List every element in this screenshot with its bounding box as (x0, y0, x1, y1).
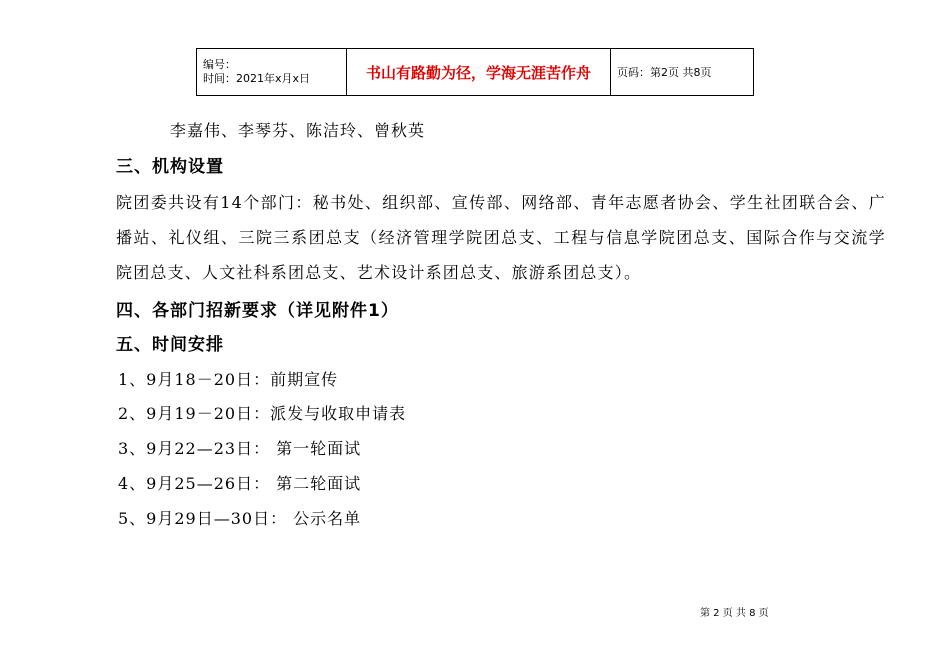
schedule-item-2: 2、9月19－20日：派发与收取申请表 (118, 404, 407, 423)
date-line: 时间：2021年x月x日 (203, 72, 311, 85)
header-left-cell (197, 49, 347, 96)
page-footer: 第 2 页 共 8 页 (700, 608, 769, 619)
schedule-item-3: 3、9月22—23日： 第一轮面试 (118, 439, 362, 458)
schedule-item-5: 5、9月29日—30日： 公示名单 (118, 509, 362, 528)
schedule-item-4: 4、9月25—26日： 第二轮面试 (118, 474, 362, 493)
section3-body-text: 院团委共设有14个部门：秘书处、组织部、宣传部、网络部、青年志愿者协会、学生社团联合会、广播站、礼仪组、三院三系团总支（经济管理学院团总支、工程与信息学院团总支、国际合作与交流学院团总支、人文社科系团总支、艺术设计系团总支、旅游系团总支）。 (116, 193, 886, 282)
schedule-item-1: 1、9月18－20日：前期宣传 (118, 370, 339, 389)
header-table (196, 48, 754, 96)
number-label: 编号： (203, 58, 236, 71)
names-line: 李嘉伟、李琴芬、陈洁玲、曾秋英 (170, 121, 426, 140)
motto: 书山有路勤为径，学海无涯苦作舟 (347, 49, 611, 96)
page-info: 页码：第2页 共8页 (611, 49, 754, 96)
section3-title: 三、机构设置 (116, 157, 224, 177)
section5-title: 五、时间安排 (116, 335, 224, 355)
section3-body (116, 185, 886, 290)
section4-title: 四、各部门招新要求（详见附件1） (116, 301, 399, 321)
